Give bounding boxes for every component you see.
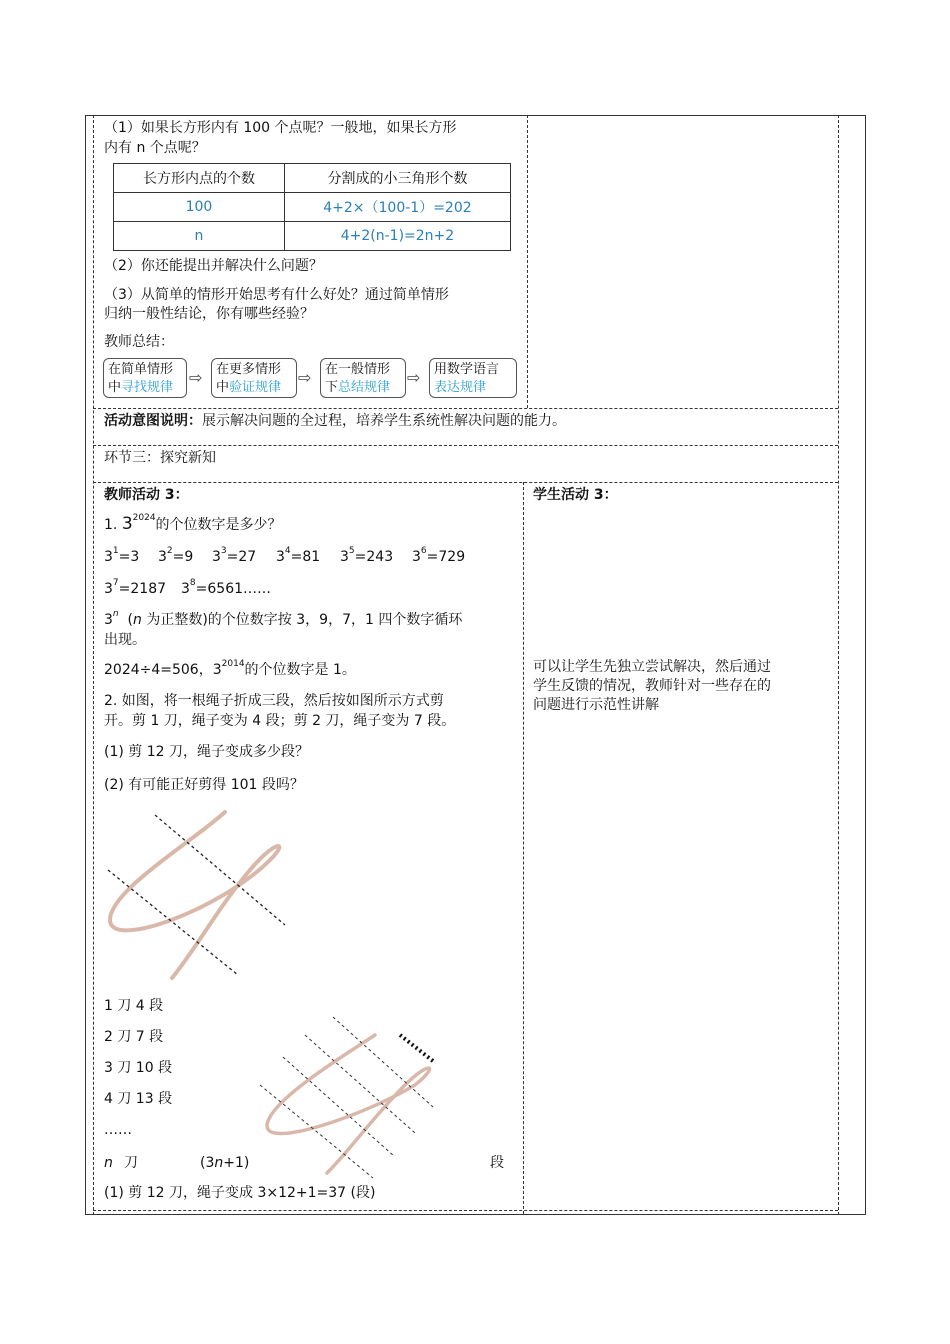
right-inner-border — [838, 115, 839, 1215]
rope-curve — [110, 812, 279, 978]
power-exp: 3 — [220, 546, 227, 556]
outer-left-border — [85, 115, 86, 1215]
division-exp: 2014 — [221, 659, 245, 669]
problem-1-prefix: 1. — [104, 517, 122, 533]
outer-bottom-border — [85, 1214, 865, 1215]
student-heading: 学生活动 3： — [533, 487, 618, 503]
cut-line — [333, 1017, 433, 1107]
cycle-text: 为正整数)的个位数字按 3，9，7，1 四个数字循环 — [141, 612, 463, 628]
problem-1 — [104, 514, 282, 535]
power-value: =27 — [226, 549, 257, 565]
cut-ellipsis: …… — [104, 1122, 132, 1138]
power-base: 3 — [158, 549, 167, 565]
student-line3: 问题进行示范性讲解 — [533, 697, 659, 713]
n-formula-b: +1) — [223, 1155, 250, 1171]
intent-label: 活动意图说明： — [104, 413, 202, 429]
power-value: =729 — [426, 549, 466, 565]
flow-step-top: 在简单情形 — [108, 362, 174, 377]
cut-count-2: 2 刀 7 段 — [104, 1029, 164, 1045]
power-base: 3 — [276, 549, 285, 565]
power-base: 3 — [412, 549, 421, 565]
flow-step-3 — [320, 358, 406, 398]
flow-step-top: 在一般情形 — [325, 362, 391, 377]
n-formula-n: n — [214, 1155, 224, 1171]
cut-line — [283, 1057, 395, 1157]
cycle-line1 — [104, 610, 462, 630]
power-value: =6561…… — [195, 581, 272, 597]
table-cell: 4+2×（100-1）=202 — [284, 193, 510, 222]
arrow-right-icon: ⇨ — [298, 368, 312, 387]
power-base: 3 — [212, 549, 221, 565]
table-header-cell: 长方形内点的个数 — [114, 164, 285, 193]
student-line2: 学生反馈的情况，教师针对一些存在的 — [533, 678, 771, 694]
power-exp: 6 — [420, 546, 427, 556]
problem-2-line2: 开。剪 1 刀，绳子变为 4 段；剪 2 刀，绳子变为 7 段。 — [104, 713, 456, 729]
power-item — [181, 579, 271, 599]
n-formula-a: (3 — [200, 1155, 215, 1171]
q1-line1: （1）如果长方形内有 100 个点呢？一般地，如果长方形 — [104, 120, 457, 136]
cut-line — [305, 1035, 415, 1133]
cycle-paren: ( — [127, 612, 134, 628]
flow-step-prefix: 下 — [325, 380, 339, 395]
power-value: =81 — [290, 549, 321, 565]
flow-step-top: 在更多情形 — [216, 362, 282, 377]
division-a: 2024÷4=506，3 — [104, 662, 222, 678]
flow-step-key: 总结规律 — [338, 380, 391, 395]
table-cell: 4+2(n-1)=2n+2 — [284, 222, 510, 251]
power-base: 3 — [104, 549, 113, 565]
cut-count-4: 4 刀 13 段 — [104, 1091, 173, 1107]
flow-step-key: 寻找规律 — [121, 380, 174, 395]
power-item — [276, 547, 320, 567]
summary-label: 教师总结： — [104, 334, 174, 350]
outer-top-border — [85, 115, 865, 116]
cut-count-3: 3 刀 10 段 — [104, 1060, 173, 1076]
power-exp: 4 — [284, 546, 291, 556]
problem-1-suffix: 的个位数字是多少？ — [155, 517, 282, 533]
flow-step-prefix: 中 — [216, 380, 230, 395]
power-exp: 5 — [348, 546, 355, 556]
rope-figure-1 — [100, 800, 300, 990]
table-row — [114, 193, 511, 222]
outer-right-border — [865, 115, 866, 1215]
table-header-cell: 分割成的小三角形个数 — [284, 164, 510, 193]
sub-question-2: (2) 有可能正好剪得 101 段吗？ — [104, 777, 304, 793]
division-b: 的个位数字是 1。 — [244, 662, 356, 678]
stage-title: 环节三：探究新知 — [104, 450, 216, 466]
cycle-line2: 出现。 — [104, 632, 146, 648]
flow-step-2 — [211, 358, 297, 398]
flow-step-key: 表达规律 — [434, 380, 487, 395]
power-value: =243 — [354, 549, 394, 565]
flow-step-key: 验证规律 — [229, 380, 282, 395]
power-value: =2187 — [118, 581, 167, 597]
row-divider-2 — [93, 445, 838, 446]
n-segment-unit: 段 — [490, 1155, 504, 1171]
power-item — [104, 579, 166, 599]
q3-line2: 归纳一般性结论，你有哪些经验？ — [104, 306, 314, 322]
cycle-base: 3 — [104, 612, 113, 628]
flow-step-prefix: 中 — [108, 380, 122, 395]
power-item — [340, 547, 393, 567]
table-cell: n — [114, 222, 285, 251]
more-cuts-dots — [400, 1035, 433, 1061]
answer-1: (1) 剪 12 刀，绳子变成 3×12+1=37 (段) — [104, 1185, 376, 1201]
row-divider-3 — [93, 482, 838, 483]
flow-step-4 — [429, 358, 517, 398]
cut-count-1: 1 刀 4 段 — [104, 998, 164, 1014]
division-line — [104, 660, 356, 680]
row-divider-bottom — [93, 1210, 838, 1211]
teacher-heading: 教师活动 3： — [104, 487, 189, 503]
power-exp: 1 — [112, 546, 119, 556]
flow-step-top: 用数学语言 — [434, 362, 500, 377]
q1-line2: 内有 n 个点呢？ — [104, 140, 206, 156]
power-item — [412, 547, 465, 567]
table-header-row — [114, 164, 511, 193]
power-item — [104, 547, 139, 567]
power-base: 3 — [104, 581, 113, 597]
general-row — [104, 1153, 508, 1173]
q2-text: （2）你还能提出并解决什么问题？ — [104, 258, 323, 274]
intent-row — [104, 411, 566, 431]
sub-question-1: (1) 剪 12 刀，绳子变成多少段？ — [104, 744, 309, 760]
power-value: =3 — [118, 549, 140, 565]
problem-1-exp: 2024 — [132, 513, 156, 523]
power-base: 3 — [181, 581, 190, 597]
cycle-n: n — [133, 612, 142, 628]
left-inner-border — [93, 115, 94, 1215]
arrow-right-icon: ⇨ — [189, 368, 203, 387]
n-label: n — [104, 1155, 113, 1171]
power-base: 3 — [340, 549, 349, 565]
power-value: =9 — [172, 549, 194, 565]
power-item — [212, 547, 256, 567]
n-formula — [200, 1153, 249, 1173]
problem-2-line1: 2. 如图，将一根绳子折成三段，然后按如图所示方式剪 — [104, 693, 444, 709]
n-cut-unit: 刀 — [124, 1155, 138, 1171]
column-divider-bottom — [523, 482, 524, 1214]
power-item — [158, 547, 193, 567]
problem-1-base: 3 — [121, 514, 133, 534]
power-exp: 2 — [166, 546, 173, 556]
table-row — [114, 222, 511, 251]
column-divider-top — [527, 115, 528, 408]
power-exp: 7 — [112, 578, 119, 588]
student-line1: 可以让学生先独立尝试解决，然后通过 — [533, 659, 771, 675]
table-cell: 100 — [114, 193, 285, 222]
flow-step-1 — [103, 358, 187, 398]
intent-text: 展示解决问题的全过程，培养学生系统性解决问题的能力。 — [202, 413, 566, 429]
cut-line — [108, 870, 238, 975]
row-divider-1 — [93, 408, 838, 409]
power-exp: 8 — [189, 578, 196, 588]
points-table — [113, 163, 511, 251]
q3-line1: （3）从简单的情形开始思考有什么好处？通过简单情形 — [104, 287, 449, 303]
arrow-right-icon: ⇨ — [407, 368, 421, 387]
cycle-exp: n — [112, 609, 119, 619]
